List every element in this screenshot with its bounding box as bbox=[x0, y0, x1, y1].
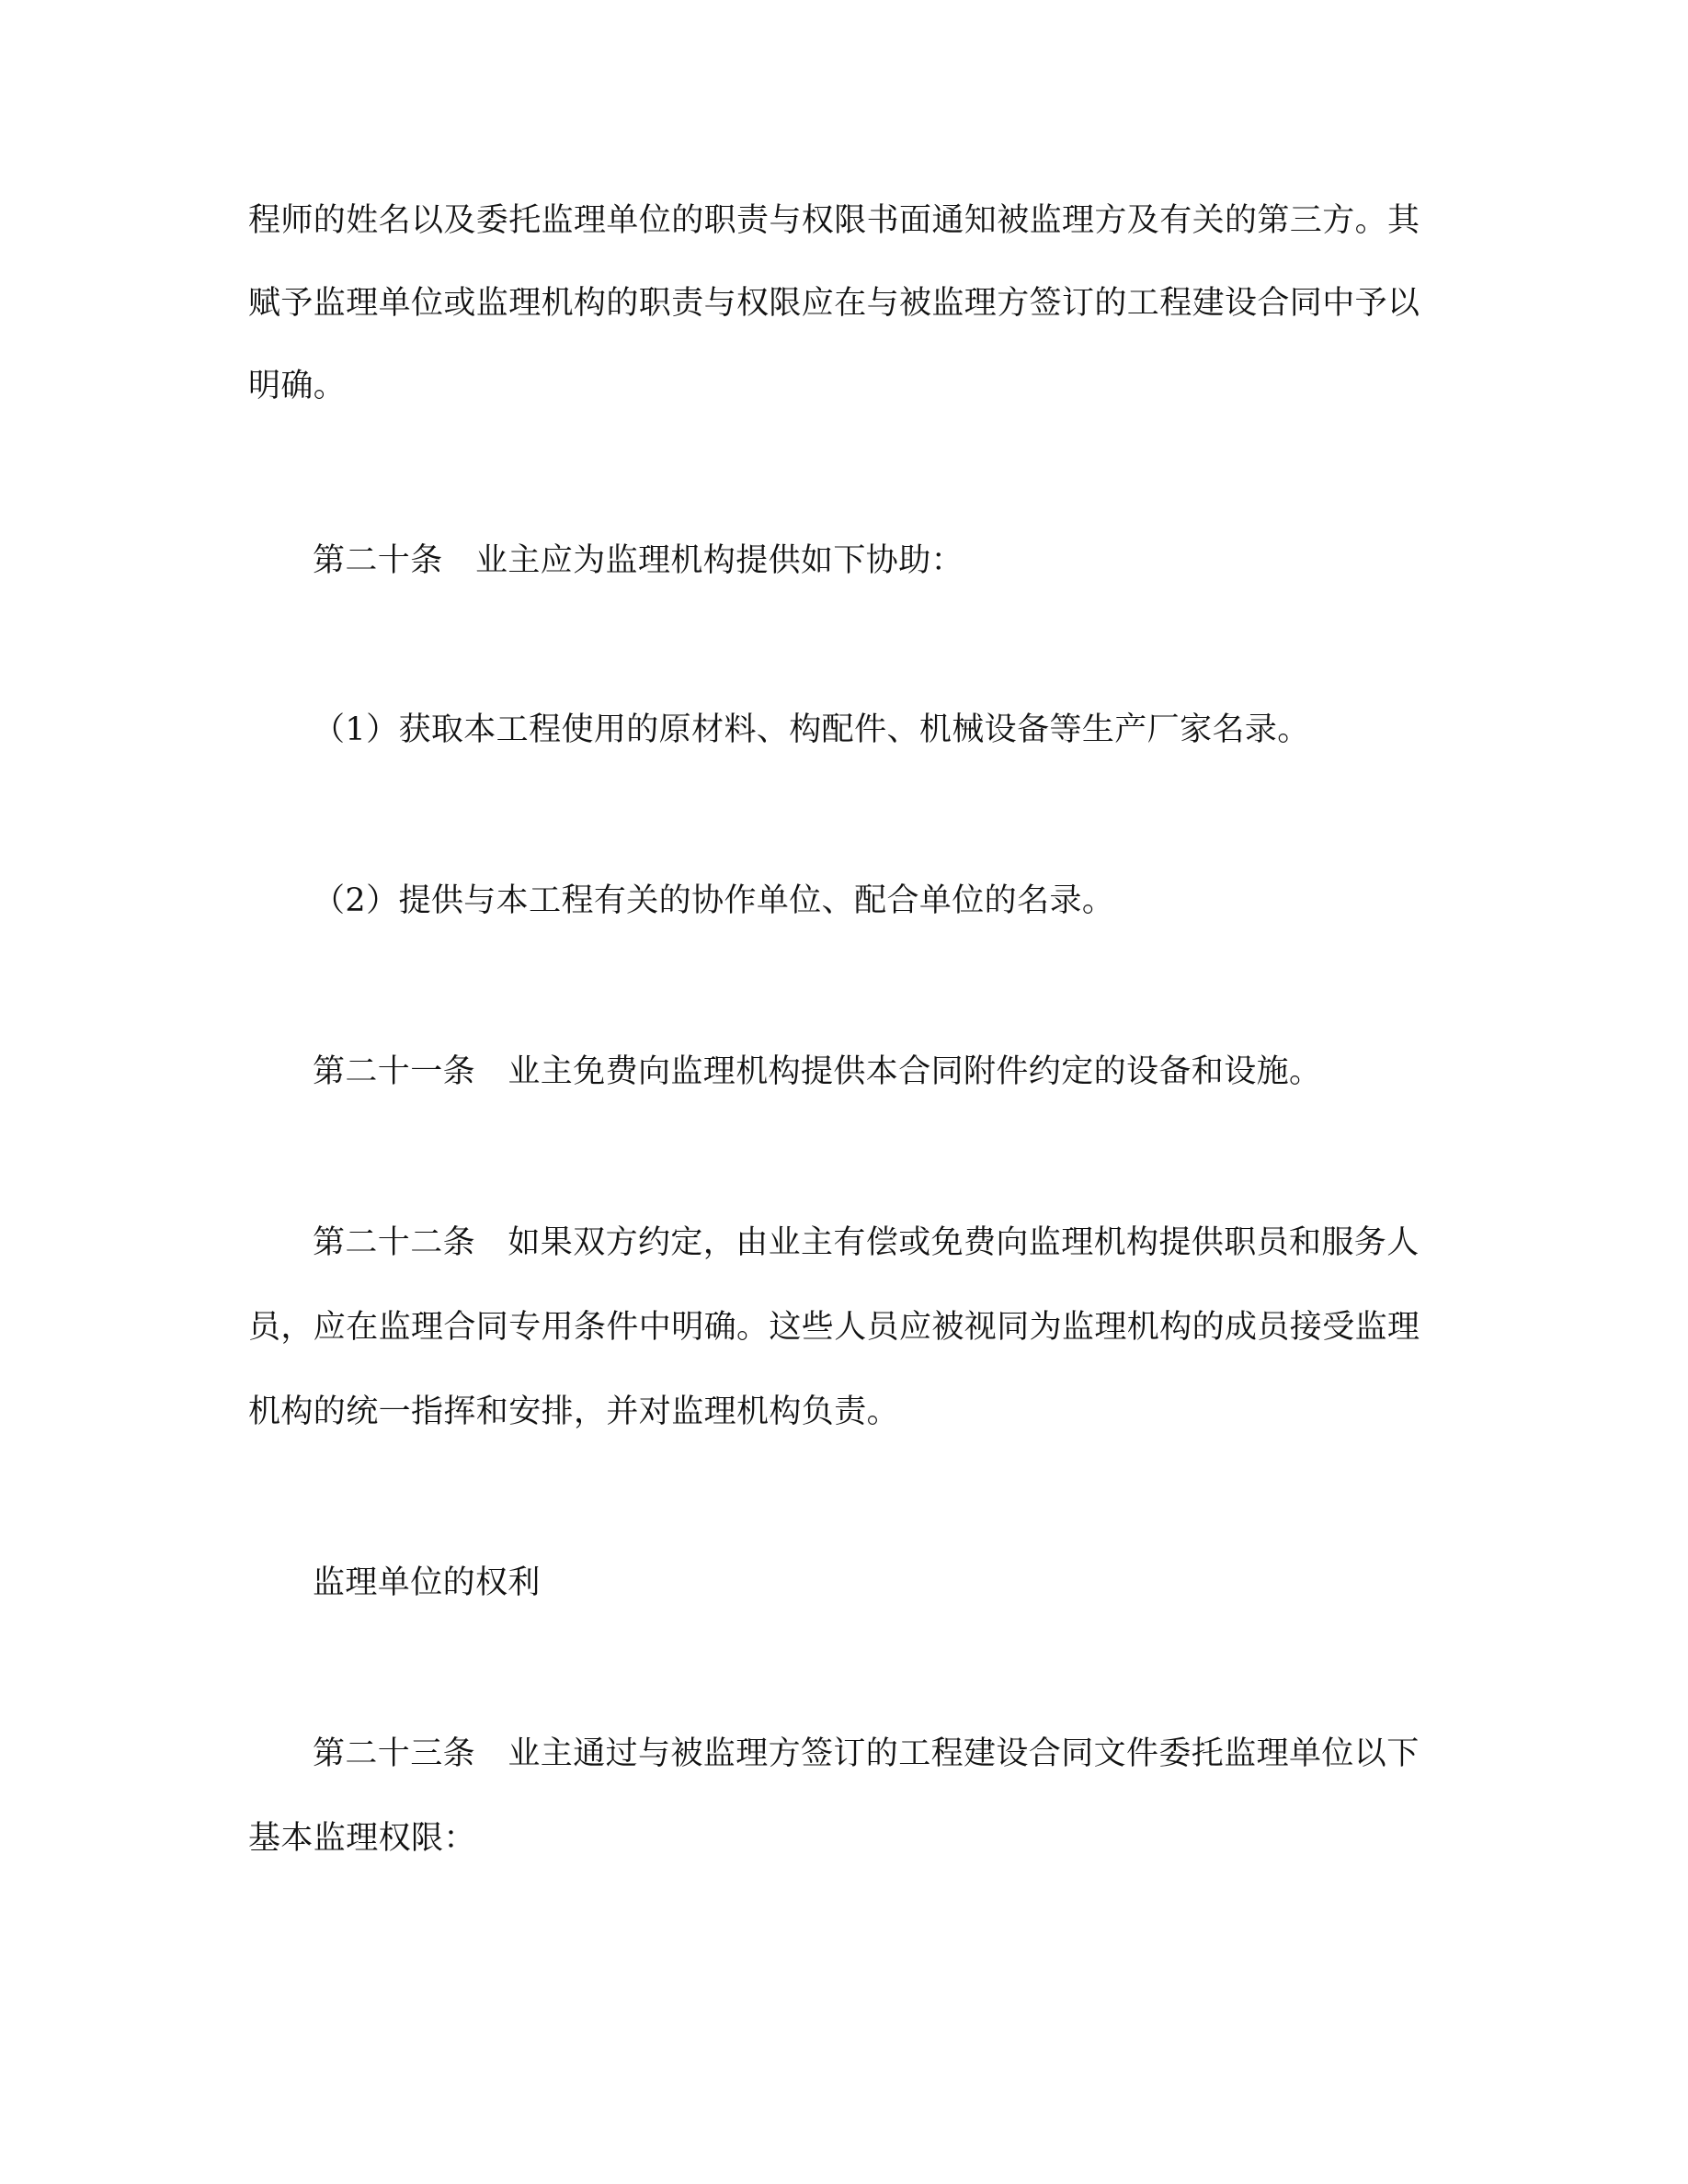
article-22-line: 员，应在监理合同专用条件中明确。这些人员应被视同为监理机构的成员接受监理 bbox=[248, 1309, 1420, 1346]
article-23-line: 第二十三条 业主通过与被监理方签订的工程建设合同文件委托监理单位以下 bbox=[313, 1735, 1420, 1772]
list-item: （1）获取本工程使用的原材料、构配件、机械设备等生产厂家名录。 bbox=[313, 711, 1310, 748]
article-22-line: 第二十二条 如果双方约定，由业主有偿或免费向监理机构提供职员和服务人 bbox=[313, 1224, 1420, 1261]
section-heading: 监理单位的权利 bbox=[313, 1564, 541, 1601]
article-23-line: 基本监理权限： bbox=[248, 1820, 476, 1857]
list-item: （2）提供与本工程有关的协作单位、配合单位的名录。 bbox=[313, 882, 1115, 919]
paragraph-line: 明确。 bbox=[248, 368, 347, 404]
paragraph-line: 程师的姓名以及委托监理单位的职责与权限书面通知被监理方及有关的第三方。其 bbox=[248, 202, 1420, 239]
article-21: 第二十一条 业主免费向监理机构提供本合同附件约定的设备和设施。 bbox=[313, 1053, 1322, 1090]
article-22-line: 机构的统一指挥和安排，并对监理机构负责。 bbox=[248, 1393, 900, 1430]
paragraph-line: 赋予监理单位或监理机构的职责与权限应在与被监理方签订的工程建设合同中予以 bbox=[248, 285, 1420, 322]
article-20-heading: 第二十条 业主应为监理机构提供如下协助： bbox=[313, 542, 964, 579]
